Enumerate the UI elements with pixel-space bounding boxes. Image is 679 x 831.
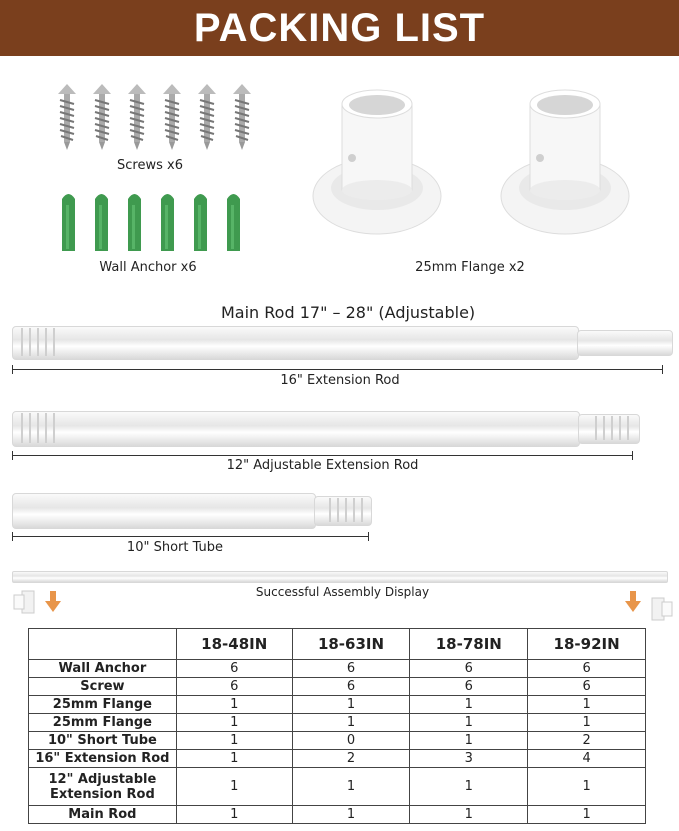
table-cell: 6 [176, 678, 292, 696]
table-cell: 4 [528, 750, 646, 768]
screw-icon [230, 84, 254, 150]
table-cell: 1 [176, 768, 292, 806]
row-label: Screw [29, 678, 177, 696]
table-cell: 1 [528, 696, 646, 714]
short-tube-caption: 10" Short Tube [126, 540, 224, 555]
table-cell: 1 [410, 768, 528, 806]
table-cell: 1 [292, 806, 410, 824]
table-cell: 3 [410, 750, 528, 768]
flange-icon [496, 88, 634, 238]
extension-rod-12-caption: 12" Adjustable Extension Rod [226, 458, 419, 473]
table-cell: 6 [528, 660, 646, 678]
table-row [29, 660, 646, 678]
screws-image [55, 84, 254, 150]
dimension-line [12, 369, 663, 370]
table-header-cell: 18-92IN [528, 629, 646, 660]
table-header-cell: 18-78IN [410, 629, 528, 660]
wall-anchor-icon [225, 191, 242, 253]
table-cell: 6 [528, 678, 646, 696]
screw-icon [160, 84, 184, 150]
table-cell: 1 [410, 696, 528, 714]
extension-rod-12-image [12, 411, 580, 447]
parts-table [28, 628, 646, 824]
table-cell: 0 [292, 732, 410, 750]
screw-icon [195, 84, 219, 150]
screws-caption: Screws x6 [117, 158, 183, 173]
rod-grooves [18, 413, 60, 443]
flange-right-icon [646, 596, 674, 622]
table-cell: 6 [292, 660, 410, 678]
wall-anchor-icon [192, 191, 209, 253]
arrow-down-icon [624, 591, 642, 613]
extension-rod-16-caption: 16" Extension Rod [280, 373, 400, 388]
table-cell: 1 [176, 714, 292, 732]
rod-grooves [592, 416, 634, 440]
rod-grooves [18, 328, 60, 356]
rod-grooves [326, 498, 368, 522]
table-cell: 1 [176, 732, 292, 750]
row-label: 25mm Flange [29, 696, 177, 714]
screw-icon [90, 84, 114, 150]
table-row [29, 806, 646, 824]
table-header-row [29, 629, 646, 660]
wall-anchor-caption: Wall Anchor x6 [99, 260, 197, 275]
row-label: 25mm Flange [29, 714, 177, 732]
table-row [29, 750, 646, 768]
table-cell: 1 [176, 806, 292, 824]
wall-anchor-icon [60, 191, 77, 253]
main-rod-title: Main Rod 17" – 28" (Adjustable) [221, 303, 476, 322]
table-cell: 1 [410, 714, 528, 732]
table-cell: 1 [528, 714, 646, 732]
table-cell: 6 [292, 678, 410, 696]
table-cell: 6 [410, 678, 528, 696]
extension-rod-16-tip [577, 330, 673, 356]
flange-left-icon [12, 589, 40, 615]
wall-anchors-image [60, 191, 242, 253]
table-row [29, 696, 646, 714]
table-header-cell: 18-48IN [176, 629, 292, 660]
assembled-rod-image [12, 571, 668, 583]
row-label: 12" Adjustable Extension Rod [29, 768, 177, 806]
page-title: PACKING LIST [193, 5, 486, 50]
short-tube-image [12, 493, 316, 529]
row-label: 16" Extension Rod [29, 750, 177, 768]
wall-anchor-icon [93, 191, 110, 253]
screw-icon [125, 84, 149, 150]
table-cell: 1 [410, 732, 528, 750]
table-cell: 6 [410, 660, 528, 678]
table-cell: 1 [528, 806, 646, 824]
wall-anchor-icon [159, 191, 176, 253]
table-cell: 6 [176, 660, 292, 678]
table-cell: 1 [292, 696, 410, 714]
header-banner [0, 0, 679, 56]
table-cell: 1 [292, 714, 410, 732]
table-cell: 2 [292, 750, 410, 768]
assembly-caption: Successful Assembly Display [255, 585, 430, 599]
dimension-line [12, 536, 369, 537]
wall-anchor-icon [126, 191, 143, 253]
table-row [29, 714, 646, 732]
extension-rod-16-image [12, 326, 579, 360]
row-label: Main Rod [29, 806, 177, 824]
table-row [29, 678, 646, 696]
row-label: 10" Short Tube [29, 732, 177, 750]
arrow-down-icon [44, 591, 62, 613]
row-label: Wall Anchor [29, 660, 177, 678]
table-cell: 1 [176, 750, 292, 768]
table-header-cell: 18-63IN [292, 629, 410, 660]
table-row [29, 768, 646, 806]
flange-icon [308, 88, 446, 238]
table-row [29, 732, 646, 750]
screw-icon [55, 84, 79, 150]
table-cell: 1 [292, 768, 410, 806]
dimension-line [12, 455, 633, 456]
table-cell: 1 [176, 696, 292, 714]
flange-caption: 25mm Flange x2 [415, 260, 525, 275]
table-cell: 1 [528, 768, 646, 806]
table-cell: 2 [528, 732, 646, 750]
table-header-cell [29, 629, 177, 660]
table-cell: 1 [410, 806, 528, 824]
